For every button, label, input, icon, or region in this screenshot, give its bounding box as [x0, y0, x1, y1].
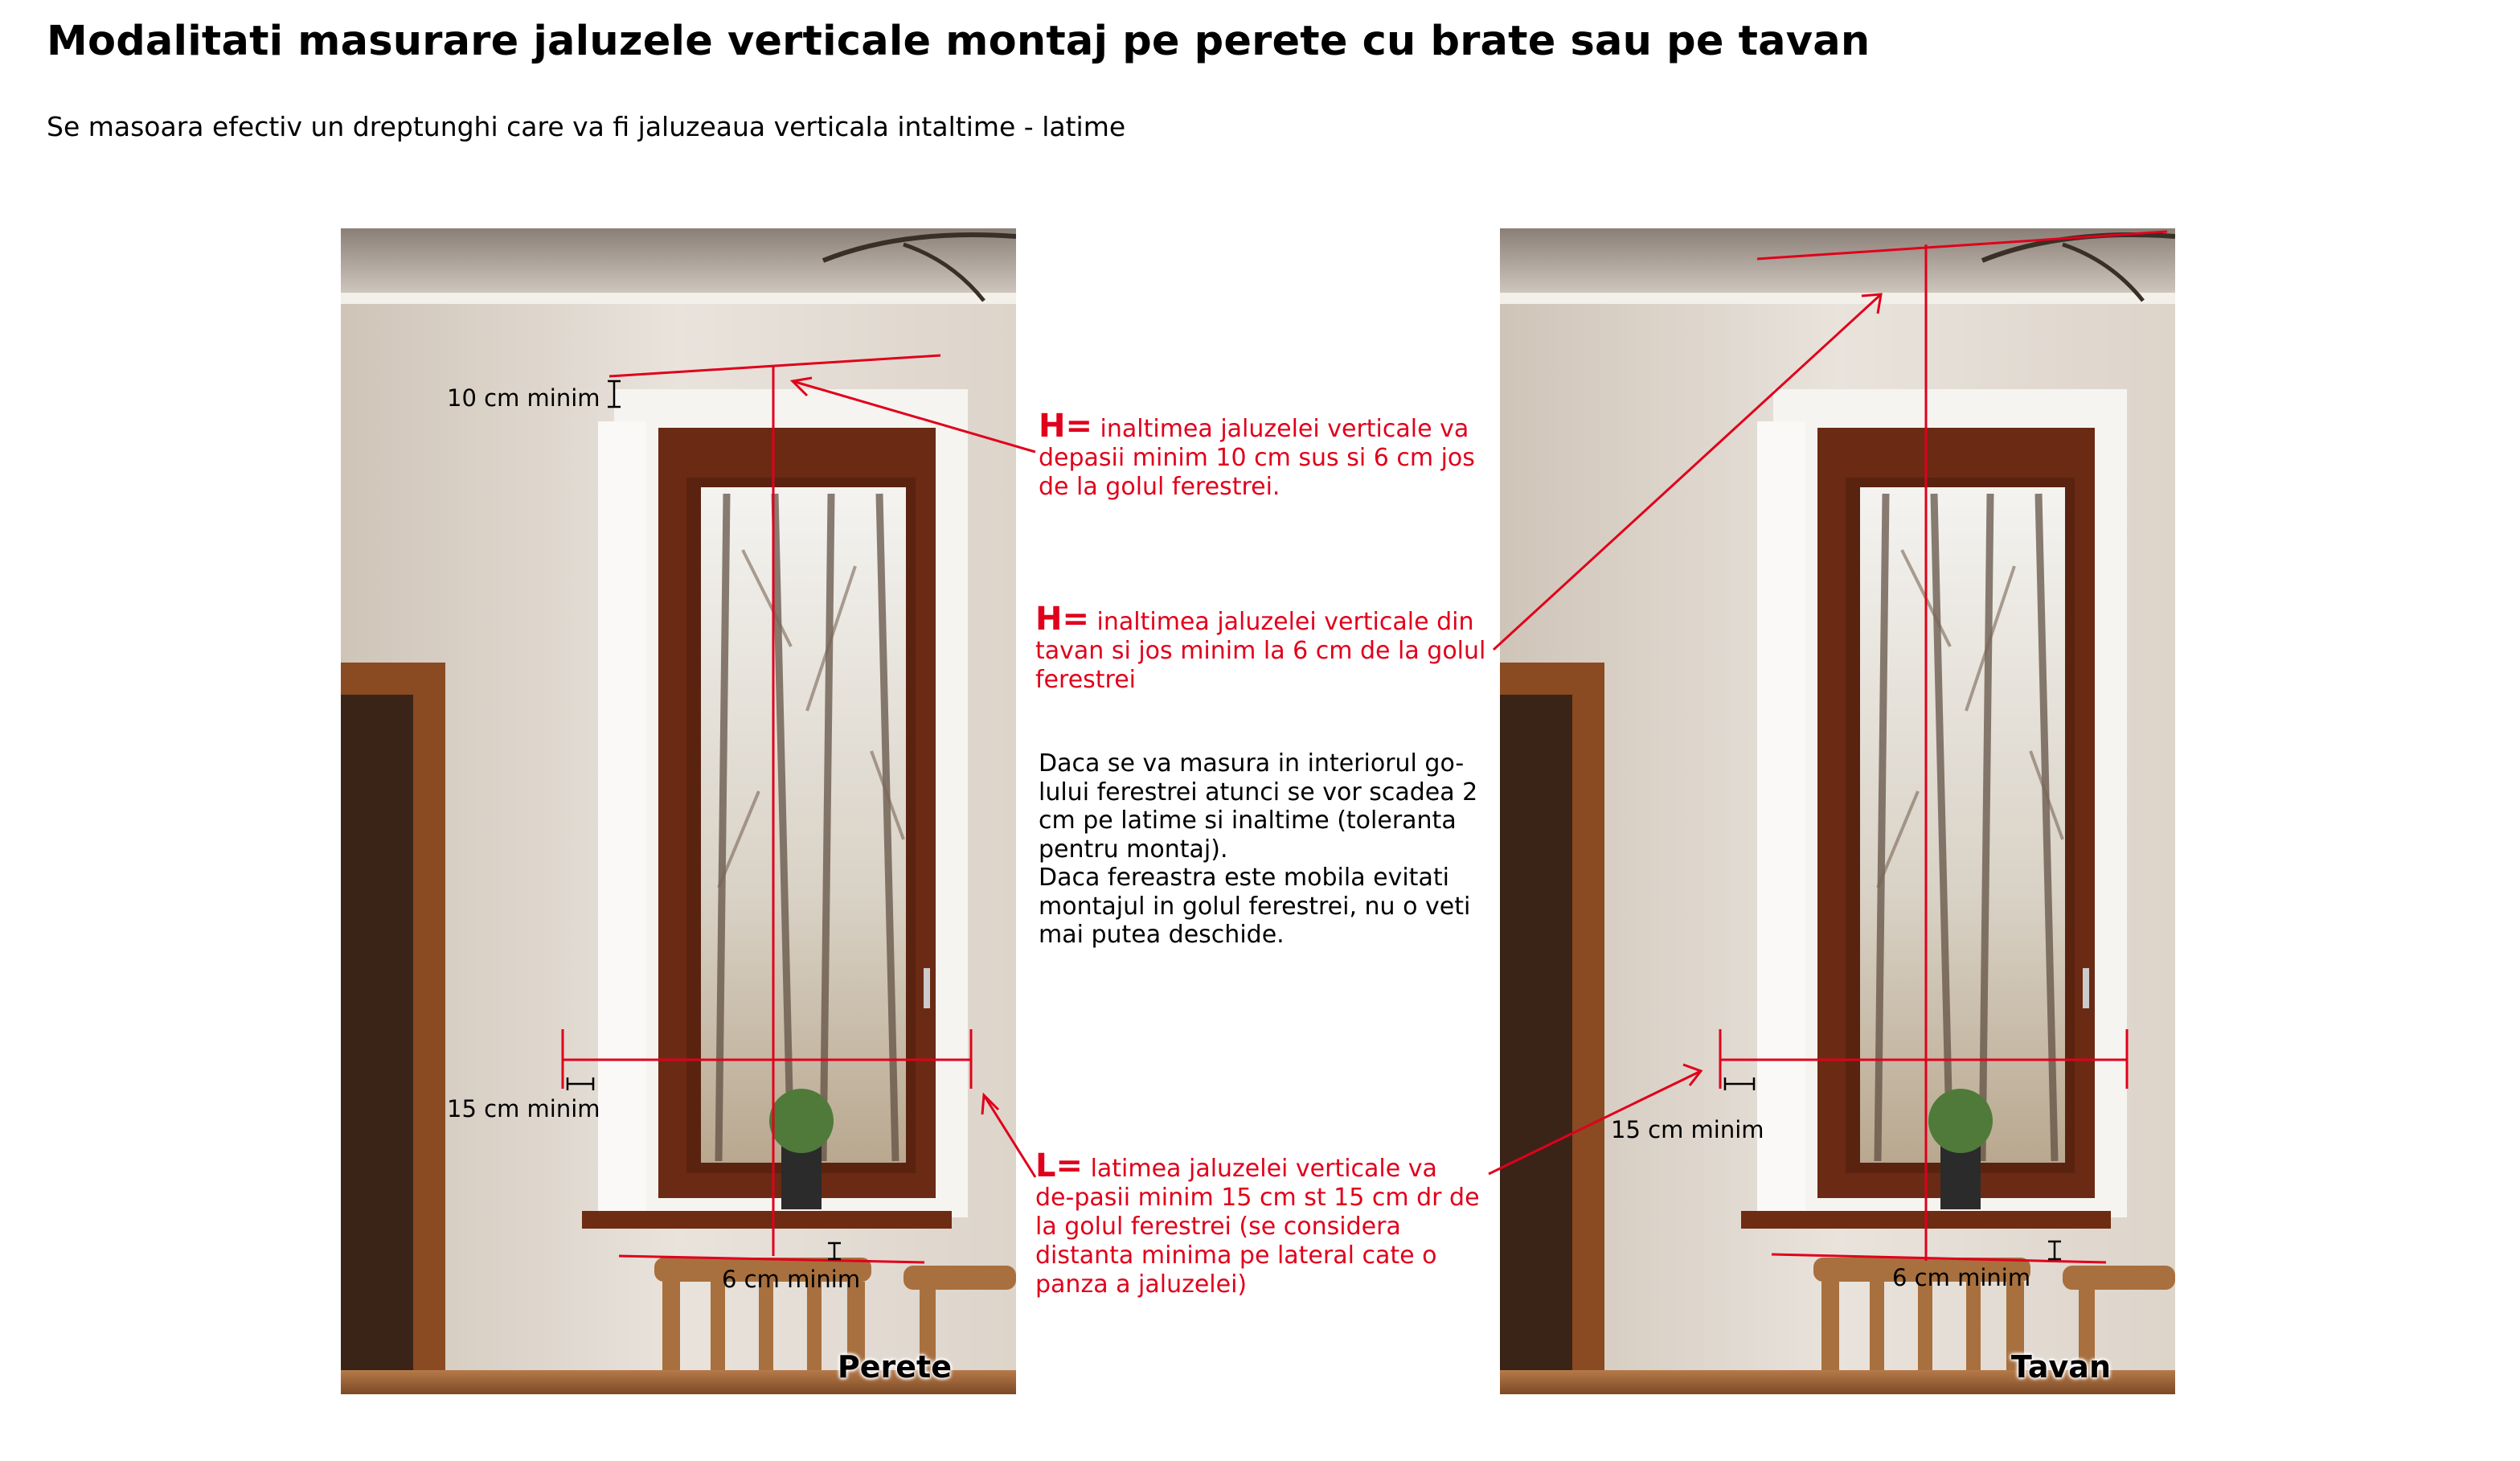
- height-ceiling-key: H=: [1035, 601, 1089, 638]
- info-paragraph-1: Daca se va masura in interiorul go-lului ferestrei atunci se vor scadea 2 cm pe latime si inaltime (toleranta pentru montaj).: [1039, 749, 1478, 864]
- ceiling-side-min-label: 15 cm minim: [1611, 1116, 1764, 1143]
- width-text: latimea jaluzelei verticale va de-pasii minim 15 cm st 15 cm dr de la golul ferestrei (se considera distanta minima pe lateral cate o panza a jaluzelei): [1035, 1155, 1480, 1299]
- info-paragraph-2: Daca fereastra este mobila evitati montajul in golul ferestrei, nu o veti mai putea deschide.: [1039, 864, 1471, 949]
- wall-mount-photo: [341, 228, 1016, 1394]
- page-title: Modalitati masurare jaluzele verticale montaj pe perete cu brate sau pe tavan: [47, 18, 1871, 65]
- height-ceiling-text: inaltimea jaluzelei verticale din tavan si jos minim la 6 cm de la golul ferestrei: [1035, 608, 1486, 694]
- page-subtitle: Se masoara efectiv un dreptunghi care va fi jaluzeaua verticala intaltime - latime: [47, 111, 1126, 142]
- width-note: [1035, 1147, 1482, 1299]
- ceiling-mount-photo: [1500, 228, 2175, 1394]
- wall-photo-label: Perete: [837, 1349, 952, 1385]
- width-key: L=: [1035, 1147, 1084, 1184]
- ceiling-photo-label: Tavan: [2010, 1349, 2111, 1385]
- inside-opening-info: [1039, 749, 1489, 950]
- wall-top-min-label: 10 cm minim: [447, 384, 600, 412]
- height-wall-text: inaltimea jaluzelei verticale va depasii minim 10 cm sus si 6 cm jos de la golul ferestrei.: [1039, 415, 1475, 501]
- height-ceiling-note: [1035, 601, 1490, 695]
- ceiling-bottom-min-label: 6 cm minim: [1892, 1264, 2031, 1291]
- height-wall-key: H=: [1039, 408, 1092, 445]
- wall-side-min-label: 15 cm minim: [447, 1095, 600, 1122]
- wall-bottom-min-label: 6 cm minim: [722, 1266, 861, 1293]
- height-wall-note: [1039, 408, 1489, 502]
